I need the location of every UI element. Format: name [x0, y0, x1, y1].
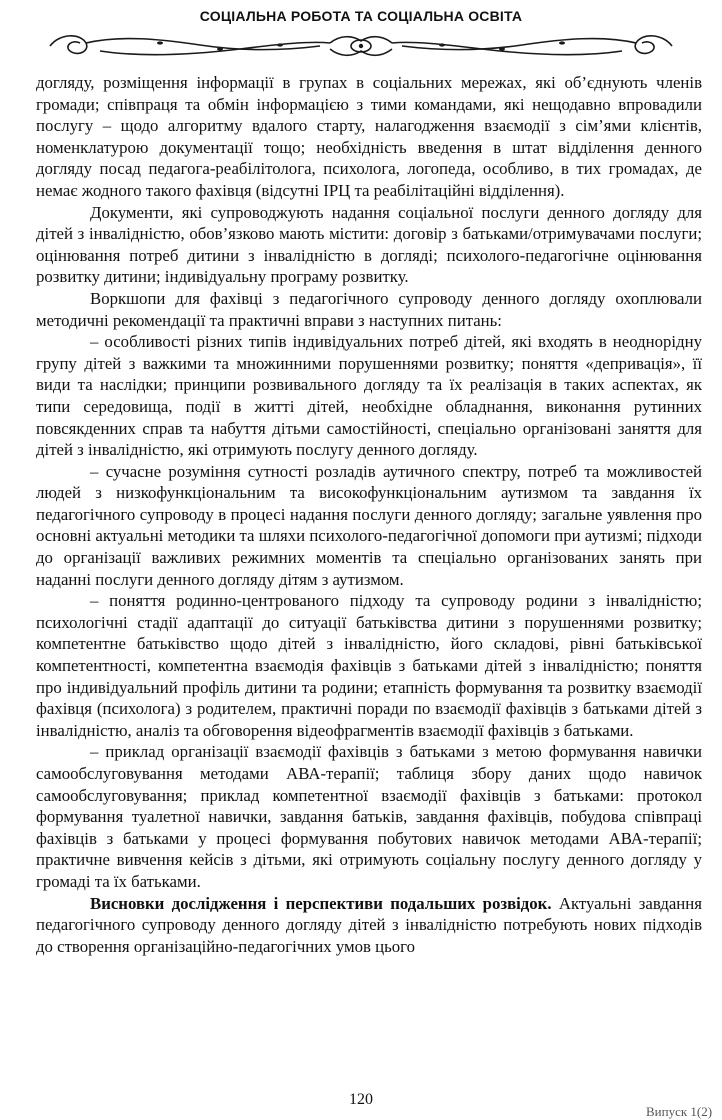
- list-item-needs: – особливості різних типів індивідуальних потреб дітей, які входять в неоднорідну групу дітей з важкими та множинними порушеннями розвитку; поняття «депривація», її види та наслідки; принципи розвивального догляду та їх реалізація в таких аспектах, як типи середовища, події в житті дітей, необхідне обладнання, виконання рутинних повсякденних справ та набуття дітьми самостійності, спеціально організовані заняття для дітей з інвалідністю, які отримують послугу денного догляду.: [36, 332, 702, 460]
- paragraph-documents: Документи, які супроводжують надання соціальної послуги денного догляду для дітей з інвалідністю, обов’язково мають містити: договір з батьками/отримувачами послуги; оцінювання потреб дитини з інвалідністю в догляді; психолого-педагогічне оцінювання розвитку дитини; індивідуальну програму розвитку.: [36, 202, 702, 287]
- list-item-family: – поняття родинно-центрованого підходу та супроводу родини з інвалідністю; психологічні стадії адаптації до ситуації батьківства дитини з порушеннями розвитку; компетентне батьківство щодо дітей з інвалідністю, його складові, рівні батьківської компетентності, компетентна взаємодія фахівців з батьками дітей з інвалідністю; поняття про індивідуальний профіль дитини та родини; етапність формування та розвитку взаємодії фахівця (психолога) з родителем, практичні поради по взаємодії фахівців з батьками дітей з інвалідністю, аналіз та обговорення відеофрагментів взаємодії фахівців з батьками.: [36, 591, 702, 740]
- list-item-aba: – приклад організації взаємодії фахівців з батьками з метою формування навички самообслуговування методами АВА-терапії; таблиця збору даних щодо навичок самообслуговування; приклад компетентної взаємодії фахівців з батьками: протокол формування туалетної навички, завдання батьків, завдання фахівців, побудова співпраці фахівців з батьками у процесі формування побутових навичок методами АВА-терапії; практичне вивчення кейсів з дітьми, які отримують соціальну послугу денного догляду у громаді та їх батьками.: [36, 742, 702, 891]
- body-text: [36, 72, 702, 957]
- paragraph-continuation: догляду, розміщення інформації в групах в соціальних мережах, які об’єднують членів громади; співпраця та обмін інформацією з тими командами, які нещодавно впровадили послугу – щодо алгоритму вдалого старту, налагодження взаємодії з сім’ями клієнтів, номенклатурою документації тощо; необхідність введення в штат відділення денного догляду посад педагога-реабілітолога, психолога, логопеда, особливо, в тих громадах, де немає жодного такого фахівця (відсутні ІРЦ та реабілітаційні відділення).: [36, 73, 702, 200]
- paragraph-conclusion: [36, 893, 702, 958]
- scroll-flourish-icon: [40, 29, 682, 63]
- conclusion-heading: Висновки дослідження і перспективи подальших розвідок.: [90, 893, 552, 913]
- running-header-title: СОЦІАЛЬНА РОБОТА ТА СОЦІАЛЬНА ОСВІТА: [199, 8, 523, 24]
- page-number: 120: [349, 1091, 373, 1108]
- paragraph-workshops: Воркшопи для фахівці з педагогічного супроводу денного догляду охоплювали методичні рекомендації та практичні вправи з наступних питань:: [36, 288, 702, 330]
- issue-label: Випуск 1(2): [646, 1104, 713, 1119]
- conclusion-text: Актуальні завдання педагогічного супроводу денного догляду дітей з інвалідністю потребують нових підходів до створення організаційно-педагогічних умов цього: [36, 893, 702, 956]
- list-item-autism: – сучасне розуміння сутності розладів аутичного спектру, потреб та можливостей людей з низкофункціональним та високофункціональним аутизмом та завдання їх педагогічного супроводу в процесі надання послуги денного догляду; загальне уявлення про основні актуальні методики та шляхи психолого-педагогічної допомоги при аутизмі; підходи до організації важливих режимних моментів та спеціально організованих занять при наданні послуги денного догляду дітям з аутизмом.: [36, 461, 702, 589]
